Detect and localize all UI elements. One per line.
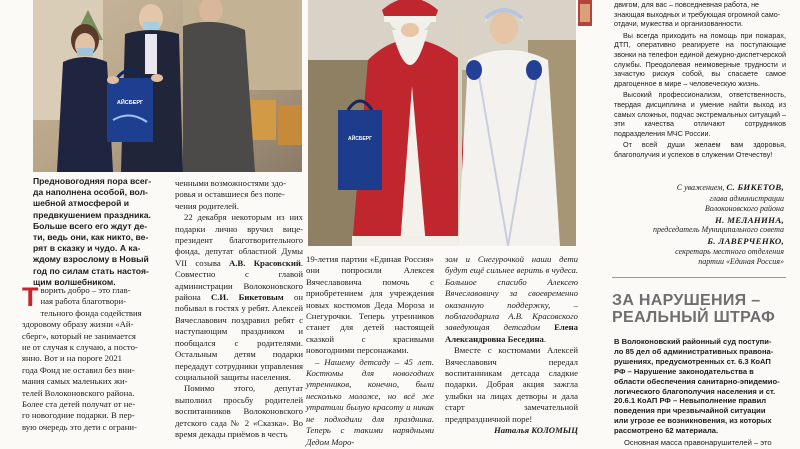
body-line: ная работа благотвори- — [40, 296, 126, 307]
signatures: С уважением, С. БИКЕТОВ, глава администрации Волоконовского района Н. МЕЛАНИНА, председатель Муниципального совета Б. ЛАВЕРЧЕНКО, секретарь местного отделения партии «Единая Россия» — [614, 182, 784, 268]
greeting-article — [614, 0, 786, 160]
lead-line: поведения при чрезвычайной ситуации — [614, 406, 766, 416]
body-line: ровья и оставшиеся без попе- — [175, 189, 285, 200]
article-col3 — [306, 254, 434, 448]
paragraph: Помимо этого, депутат выполнил просьбу родителей воспитанников Волоконовского детского сада № 2 «Сказка». Во время декады приёмов в честь — [175, 383, 303, 439]
quote-paragraph: – Нашему детсаду – 45 лет. Костюмы для новогодних утренников, конечно, были несколько моложе, но всё же утратили былую красоту и никак не подходили для праздника. Теперь с такими нарядными Дедом Моро- — [306, 356, 434, 447]
body-line: отдачи, мужества и организованности. — [614, 19, 744, 29]
paragraph: Вы всегда приходить на помощь при пожарах, ДТП, оперативно реагируете на поступающие звонки на телефон единой дежурно-диспетчерской службы. Преодолевая неимоверные трудности и зачастую рискуя собой, вы спасаете самое драгоценное в мире – человеческую жизнь. — [614, 30, 786, 88]
body-line: ченными возможностями здо- — [175, 178, 286, 188]
photo-caption — [33, 176, 171, 288]
body-line: Основная масса правонарушителей – это — [624, 438, 772, 447]
divider-line — [612, 277, 786, 278]
paragraph: 19-летия партии «Единая Россия» они попросили Алексея Вячеславовича помочь с приобретением для учреждения новых костюмов Деда Мороза и Снегурочки. Теперь утренников станет для детей настоящей сказкой с красивыми новогодними персонажами. — [306, 254, 434, 356]
body-line: мания самых маленьких жи- — [22, 376, 128, 387]
signatory-name: Б. ЛАВЕРЧЕНКО, — [707, 235, 784, 246]
person-name: С.И. Бикетовым — [210, 292, 284, 303]
section-headline: ЗА НАРУШЕНИЯ – РЕАЛЬНЫЙ ШТРАФ — [612, 292, 776, 326]
body-line: ворить добро – это глав- — [40, 285, 131, 295]
caption-line: ждому взрослому в Новый — [33, 254, 149, 265]
photo-ded-moroz-snegurochka — [308, 0, 576, 246]
body-line: го новогодние подарки. В пер- — [22, 410, 135, 421]
body-line: янно. Вот и на пороге 2021 — [22, 353, 123, 364]
caption-line: да наполнена особой, вол- — [33, 187, 148, 198]
author-byline: Наталья КОЛОМЫЦ — [494, 425, 578, 436]
caption-line: щим волшебником. — [33, 276, 116, 287]
body-line: двигом, для вас – повседневная работа, не — [614, 0, 760, 9]
body-line: телей Волоконовского района. — [22, 387, 135, 398]
signatory-name: Н. МЕЛАНИНА, — [714, 214, 784, 225]
body-line: здоровому образу жизни «Ай- — [22, 319, 134, 330]
drop-cap: Т — [22, 282, 39, 312]
caption-line: рят в сказку и чудо. А ка- — [33, 243, 141, 254]
lead-line: рассмотрено 62 материала. — [614, 426, 719, 436]
caption-line: ти, ведь они, как никто, ве- — [33, 232, 149, 243]
body-line: года Фонд не оставил без вни- — [22, 364, 135, 375]
article-col1 — [22, 282, 165, 433]
body-line: сберг», который не занимается — [22, 330, 136, 341]
lead-line: РФ – Нарушение законодательства в — [614, 366, 754, 376]
lead-line: В Волоконовский районный суд поступи- — [614, 337, 772, 346]
person-name: Елена Александровна Беседина — [445, 322, 578, 344]
lead-line: или угрозе ее возникновения, из которых — [614, 416, 772, 426]
body-line: Более ста детей получат от не- — [22, 399, 136, 410]
paragraph: Вместе с костюмами Алексей Вячеславович передал воспитанникам детсада сладкие подарки. Добрая акция зажгла улыбки на лицах детворы и дала старт замечательной предпраздничной поре! — [445, 345, 578, 424]
body-line: вую очередь это дети с ограни- — [22, 421, 137, 432]
lead-line: ло 85 дел об административных правона- — [614, 346, 774, 356]
article-col2 — [175, 178, 303, 440]
lead-line: логического благополучия населения и ст. — [614, 386, 776, 396]
bag-logo-text-2: АЙСБЕРГ — [348, 136, 372, 142]
article-col4 — [445, 254, 578, 437]
lead-line: 20.6.1 КоАП РФ – Невыполнение правил — [614, 396, 767, 406]
lead-paragraph — [614, 337, 786, 436]
body-line: знающая выходных и требующая огромной само- — [614, 9, 781, 19]
quote-paragraph: зом и Снегурочкой наши дети будут ещё сильнее верить в чудеса. Большое спасибо Алексею Вячеславовичу за своевременно оказанную поддержку, – поблагодарила А.В. Красовского заведующая детсадом Елена Александровна Беседина. — [445, 254, 578, 344]
caption-line: год по силам стать настоя- — [33, 265, 149, 276]
bag-logo-text: АЙСБЕРГ — [116, 100, 144, 106]
caption-line: шебной атмосферой и — [33, 198, 130, 209]
paragraph: 22 декабря некоторым из них подарки лично вручил вице-президент благотворительного фонда, депутат областной Думы VII созыва А.В. Красовский. Совместно с главой администрации Волоконовского района С.И. Бикетовым он побывал в гостях у ребят. Алексей Вячеславович поздравил ребят с наступающим праздником и пообщался с родителями. Остальным детям подарки передадут сотрудники управления социальной защиты населения. — [175, 212, 303, 382]
photo-gift-presentation — [33, 0, 302, 172]
caption-line: Больше всего его ждут де- — [33, 220, 148, 231]
body-line: чения родителей. — [175, 200, 239, 211]
lead-line: рушениях, предусмотренных ст. 6.3 КоАП — [614, 356, 771, 366]
lead-line: области обеспечения санитарно-эпидемио- — [614, 376, 780, 386]
person-name: А.В. Красовский — [228, 257, 301, 268]
paragraph: От всей души желаем вам здоровья, благополучия и успехов в служении Отечеству! — [614, 140, 786, 159]
caption-line: Предновогодняя пора всег- — [33, 176, 152, 186]
photo-corner-detail — [578, 0, 592, 26]
paragraph: Высокий профессионализм, ответственность, твердая дисциплина и умение найти выход из самых сложных, подчас экстремальных ситуаций – эти качества отличают сотрудников подразделения МЧС России. — [614, 90, 786, 138]
body-line: не от случая к случаю, а посто- — [22, 342, 138, 353]
caption-line: предвкушением праздника. — [33, 209, 151, 220]
body-line: тельного фонда содействия — [40, 307, 142, 318]
signatory-name: С. БИКЕТОВ, — [726, 182, 784, 192]
